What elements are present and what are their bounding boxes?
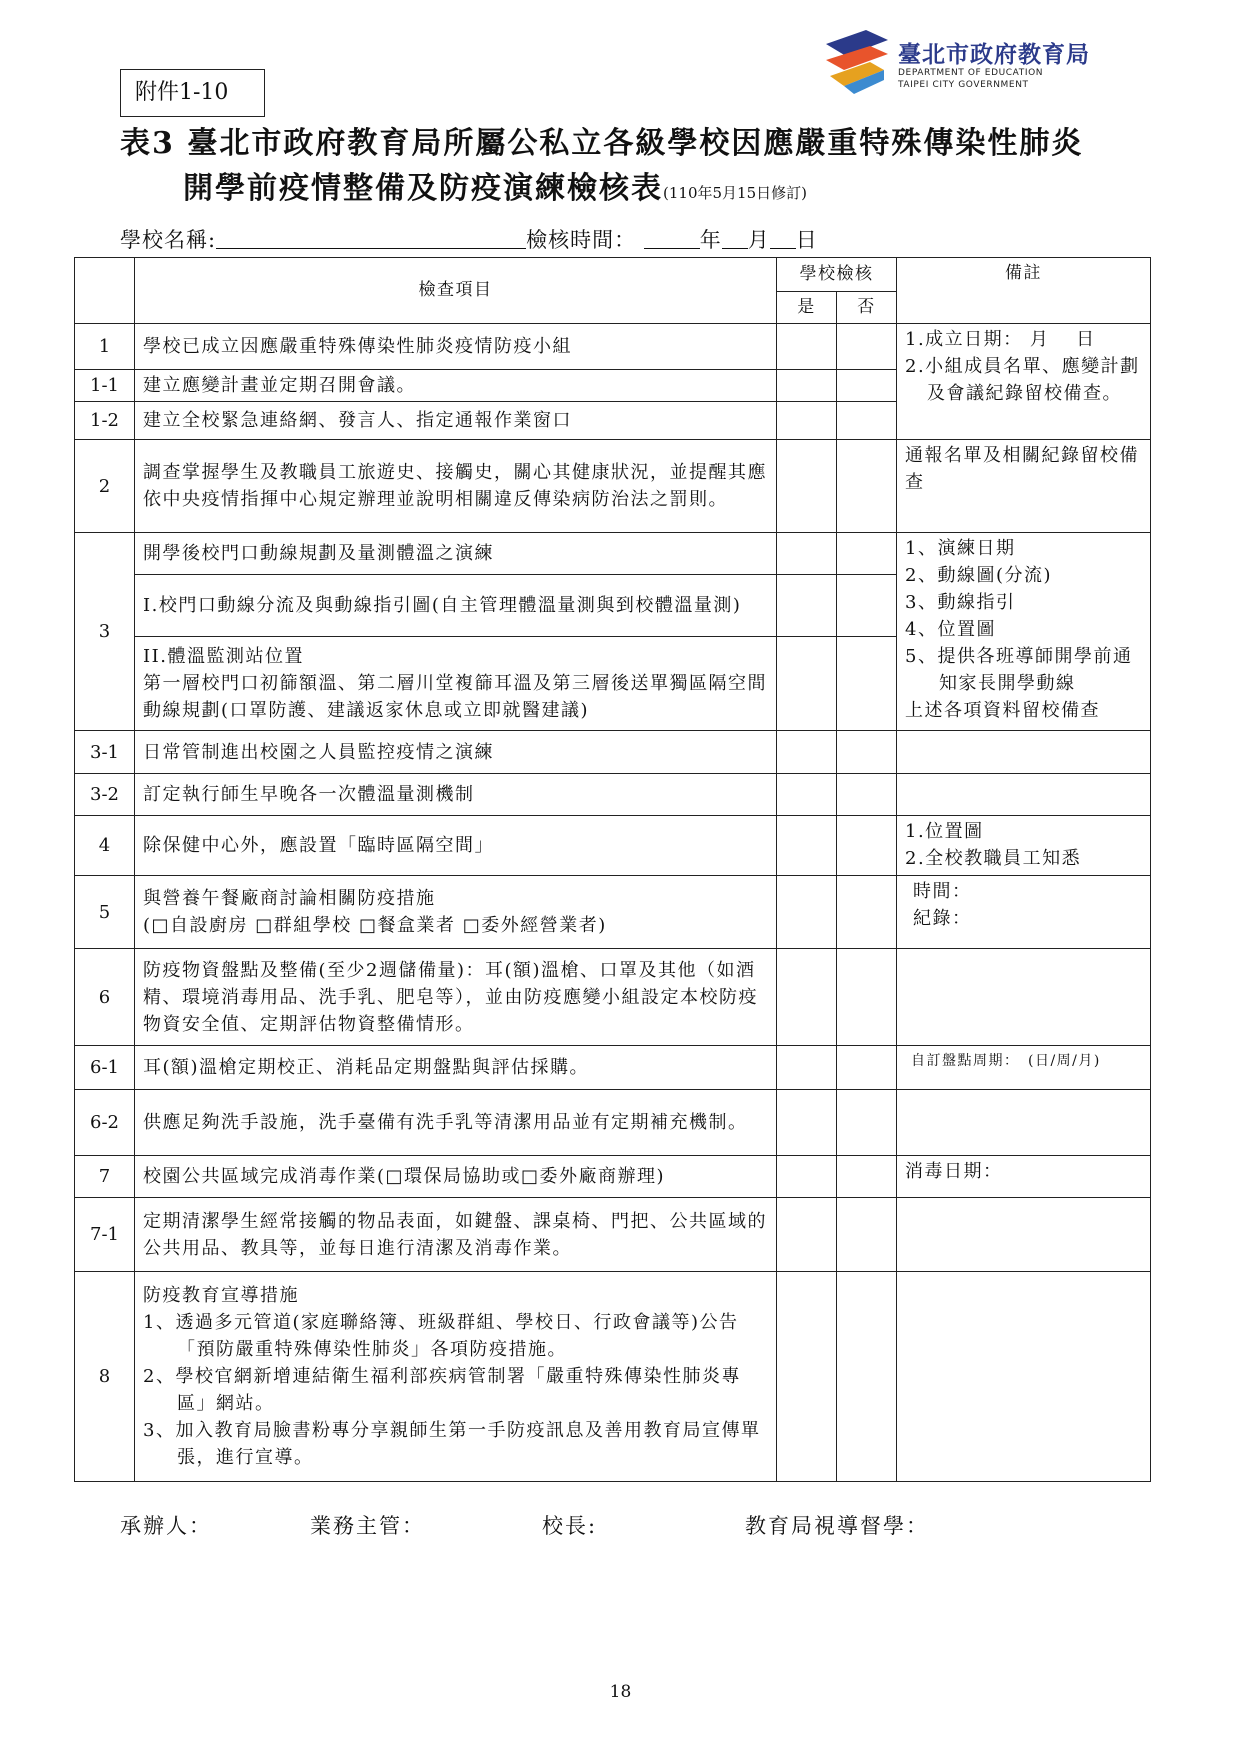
row-item [135,876,777,949]
check-yes-cell[interactable] [777,876,837,949]
check-no-cell[interactable] [837,1090,897,1156]
table-row [75,949,1151,1046]
remark-line: 1、演練日期 [905,538,1016,559]
check-no-cell[interactable] [837,324,897,370]
remark-line: 5、提供各班導師開學前通知家長開學動線 [905,646,1133,694]
check-yes-cell[interactable] [777,637,837,731]
check-yes-cell[interactable] [777,1272,837,1482]
check-no-cell[interactable] [837,949,897,1046]
header-school-check: 學校檢核 [777,258,897,292]
table-row [75,731,1151,774]
table-row [75,774,1151,816]
table-row [75,1090,1151,1156]
page-number: 18 [609,1682,632,1702]
header-item: 檢查項目 [135,258,777,324]
row-item: 調查掌握學生及教職員工旅遊史、接觸史，關心其健康狀況，並提醒其應依中央疫情指揮中心規定辦理並說明相關違反傳染病防治法之罰則。 [135,440,777,533]
attachment-label: 附件1-10 [120,69,265,117]
remark-line: 上述各項資料留校備查 [905,700,1100,721]
check-yes-cell[interactable] [777,324,837,370]
check-yes-cell[interactable] [777,731,837,774]
remark-line: 2.全校教職員工知悉 [905,848,1082,869]
row-number: 6-1 [75,1046,135,1090]
check-no-cell[interactable] [837,1046,897,1090]
row-item: 耳(額)溫槍定期校正、消耗品定期盤點與評估採購。 [135,1046,777,1090]
row-number: 8 [75,1272,135,1482]
check-yes-cell[interactable] [777,533,837,575]
table-row [75,876,1151,949]
item-line: 與營養午餐廠商討論相關防疫措施 [143,888,436,909]
item-point: 2、學校官網新增連結衛生福利部疾病管制署「嚴重特殊傳染性肺炎專區」網站。 [143,1366,741,1414]
item-title: 防疫教育宣導措施 [143,1285,299,1306]
row-number: 3 [75,533,135,731]
row-item: 開學後校門口動線規劃及量測體溫之演練 [135,533,777,575]
remark-line: 2.小組成員名單、應變計劃及會議紀錄留校備查。 [905,356,1140,404]
row-item: 定期清潔學生經常接觸的物品表面，如鍵盤、課桌椅、門把、公共區域的公共用品、教具等，並每日進行清潔及消毒作業。 [135,1198,777,1272]
check-time-label: 檢核時間： [526,228,637,252]
remark-line: 紀錄： [913,908,972,929]
revision-date: (110年5月15日修訂) [663,184,807,202]
check-yes-cell[interactable] [777,1046,837,1090]
check-yes-cell[interactable] [777,440,837,533]
check-yes-cell[interactable] [777,402,837,440]
check-yes-cell[interactable] [777,370,837,402]
check-no-cell[interactable] [837,402,897,440]
principal-signature[interactable]: 校長: [542,1514,598,1538]
school-info-line [120,224,818,254]
form-title-line1: 表3 臺北市政府教育局所屬公私立各級學校因應嚴重特殊傳染性肺炎 [120,126,1084,161]
check-no-cell[interactable] [837,731,897,774]
check-no-cell[interactable] [837,1156,897,1198]
checklist-table [74,257,1151,1482]
logo-name: 臺北市政府教育局 [898,42,1090,68]
logo-english-line2: TAIPEI CITY GOVERNMENT [898,80,1029,90]
row-remark [897,816,1151,876]
remark-line: 3、動線指引 [905,592,1016,613]
check-no-cell[interactable] [837,637,897,731]
check-yes-cell[interactable] [777,1156,837,1198]
table-row [75,1156,1151,1198]
row-number: 6 [75,949,135,1046]
table-row [75,816,1151,876]
inspector-signature[interactable]: 教育局視導督學： [745,1514,929,1538]
row-item: 建立應變計畫並定期召開會議。 [135,370,777,402]
year-label: 年 [699,228,722,252]
row-number: 3-2 [75,774,135,816]
table-row [75,1046,1151,1090]
row-item: 建立全校緊急連絡網、發言人、指定通報作業窗口 [135,402,777,440]
row-item: 校園公共區域完成消毒作業(□環保局協助或□委外廠商辦理) [135,1156,777,1198]
row-item: 供應足夠洗手設施，洗手臺備有洗手乳等清潔用品並有定期補充機制。 [135,1090,777,1156]
header-number [75,258,135,324]
supervisor-signature[interactable]: 業務主管： [310,1514,425,1538]
row-number: 1-2 [75,402,135,440]
day-label: 日 [795,228,818,252]
row-number: 1 [75,324,135,370]
row-number: 6-2 [75,1090,135,1156]
check-yes-cell[interactable] [777,774,837,816]
row-item: I.校門口動線分流及與動線指引圖(自主管理體溫量測與到校體溫量測) [135,575,777,637]
check-no-cell[interactable] [837,876,897,949]
row-item: 防疫物資盤點及整備(至少2週儲備量)：耳(額)溫槍、口罩及其他（如酒精、環境消毒用品、洗手乳、肥皂等），並由防疫應變小組設定本校防疫物資安全值、定期評估物資整備情形。 [135,949,777,1046]
row-number: 7-1 [75,1198,135,1272]
check-yes-cell[interactable] [777,1198,837,1272]
item-options: (□自設廚房 □群組學校 □餐盒業者 □委外經營業者) [143,915,607,936]
row-item: 日常管制進出校園之人員監控疫情之演練 [135,731,777,774]
check-yes-cell[interactable] [777,949,837,1046]
row-number: 7 [75,1156,135,1198]
department-logo-icon [826,30,888,94]
check-no-cell[interactable] [837,575,897,637]
year-field[interactable] [644,228,700,249]
row-remark: 自訂盤點周期： (日/周/月) [897,1046,1151,1090]
school-name-field[interactable] [216,228,526,249]
handler-signature[interactable]: 承辦人： [120,1514,212,1538]
item-point: 3、加入教育局臉書粉專分享親師生第一手防疫訊息及善用教育局宣傳單張，進行宣導。 [143,1420,761,1468]
check-no-cell[interactable] [837,1198,897,1272]
day-field[interactable] [770,228,796,249]
check-yes-cell[interactable] [777,816,837,876]
month-label: 月 [747,228,770,252]
month-field[interactable] [722,228,748,249]
table-row [75,1198,1151,1272]
item-body: 第一層校門口初篩額溫、第二層川堂複篩耳溫及第三層後送單獨區隔空間動線規劃(口罩防護、建議返家休息或立即就醫建議) [143,673,767,721]
row-remark [897,324,1151,440]
header-no: 否 [837,292,897,324]
remark-line: 1.成立日期： 月 日 [905,329,1096,350]
check-yes-cell[interactable] [777,1090,837,1156]
school-name-label: 學校名稱: [120,228,217,252]
header-remark: 備註 [897,258,1151,324]
check-no-cell[interactable] [837,533,897,575]
row-item: 學校已成立因應嚴重特殊傳染性肺炎疫情防疫小組 [135,324,777,370]
row-remark: 通報名單及相關紀錄留校備查 [897,440,1151,533]
logo-english-line1: DEPARTMENT OF EDUCATION [898,68,1044,78]
row-remark [897,1198,1151,1272]
row-remark [897,876,1151,949]
row-item [135,637,777,731]
form-title-text: 開學前疫情整備及防疫演練檢核表 [183,171,663,206]
row-number: 2 [75,440,135,533]
row-remark [897,1272,1151,1482]
row-item: 除保健中心外，應設置「臨時區隔空間」 [135,816,777,876]
table-row [75,440,1151,533]
row-remark [897,731,1151,774]
remark-line: 1.位置圖 [905,821,984,842]
check-no-cell[interactable] [837,1272,897,1482]
row-remark [897,1090,1151,1156]
check-no-cell[interactable] [837,774,897,816]
form-title-line2 [183,163,807,207]
check-no-cell[interactable] [837,370,897,402]
header-yes: 是 [777,292,837,324]
item-subtitle: II.體溫監測站位置 [143,646,304,667]
row-remark [897,949,1151,1046]
remark-line: 2、動線圖(分流) [905,565,1052,586]
row-item: 訂定執行師生早晚各一次體溫量測機制 [135,774,777,816]
row-remark [897,533,1151,731]
row-number: 3-1 [75,731,135,774]
check-no-cell[interactable] [837,816,897,876]
row-remark [897,774,1151,816]
table-row [75,1272,1151,1482]
table-row [75,324,1151,370]
remark-line: 時間： [913,881,972,902]
row-number: 5 [75,876,135,949]
item-point: 1、透過多元管道(家庭聯絡簿、班級群組、學校日、行政會議等)公告「預防嚴重特殊傳染性肺炎」各項防疫措施。 [143,1312,739,1360]
check-no-cell[interactable] [837,440,897,533]
row-number: 1-1 [75,370,135,402]
row-item [135,1272,777,1482]
department-logo [826,30,1126,94]
check-yes-cell[interactable] [777,575,837,637]
row-remark: 消毒日期： [897,1156,1151,1198]
table-row [75,533,1151,575]
remark-line: 4、位置圖 [905,619,996,640]
row-number: 4 [75,816,135,876]
